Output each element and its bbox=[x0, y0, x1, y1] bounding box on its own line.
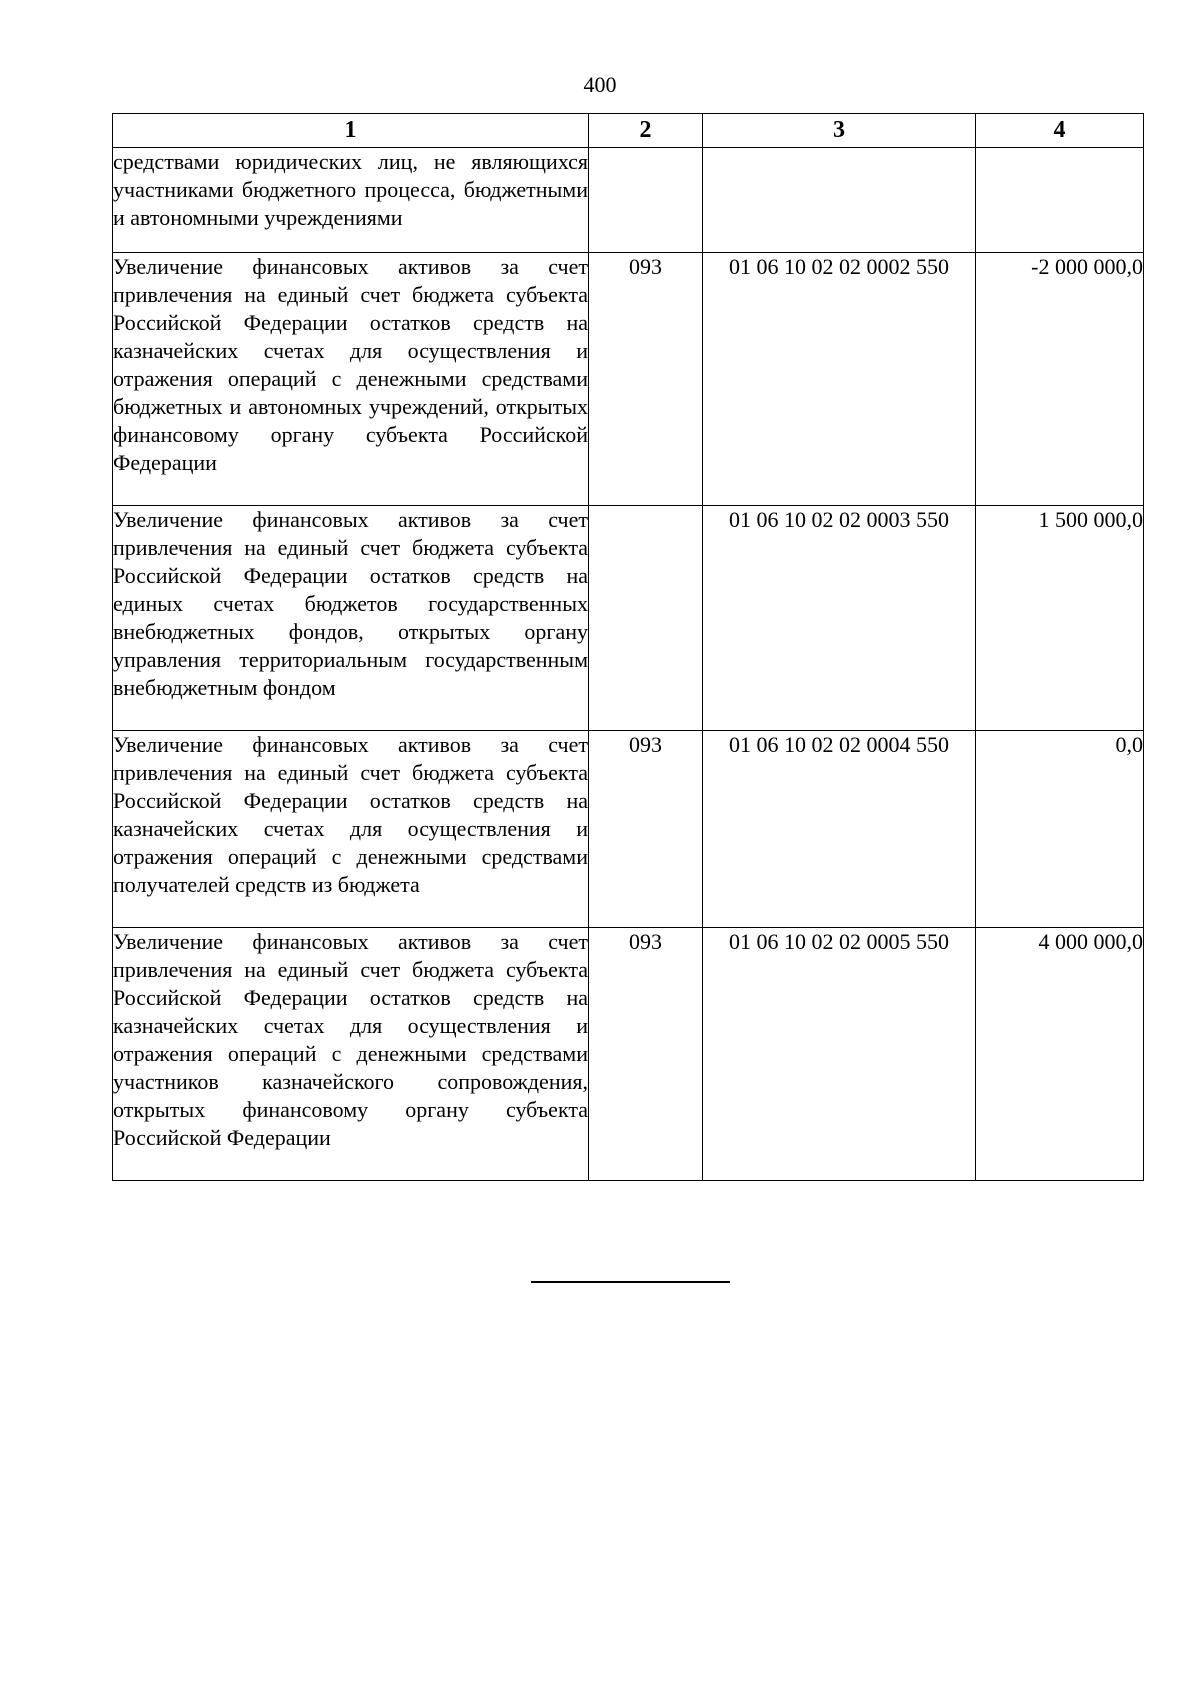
row-classification-code bbox=[703, 148, 976, 253]
row-amount bbox=[976, 148, 1144, 253]
row-admin-code: 093 bbox=[589, 253, 703, 506]
row-admin-code: 093 bbox=[589, 731, 703, 928]
page-number: 400 bbox=[583, 72, 617, 97]
row-admin-code bbox=[589, 148, 703, 253]
column-header-1: 1 bbox=[113, 114, 589, 148]
table-row bbox=[113, 731, 1144, 928]
table-row bbox=[113, 148, 1144, 253]
row-description: Увеличение финансовых активов за счет привлечения на единый счет бюджета субъекта Российской Федерации остатков средств на казначейских счетах для осуществления и отражения операций с денежными средствами бюджетных и автономных учреждений, открытых финансовому органу субъекта Российской Федерации bbox=[113, 253, 589, 506]
end-of-document-rule bbox=[531, 1281, 730, 1283]
row-classification-code: 01 06 10 02 02 0005 550 bbox=[703, 928, 976, 1181]
row-classification-code: 01 06 10 02 02 0004 550 bbox=[703, 731, 976, 928]
row-admin-code: 093 bbox=[589, 928, 703, 1181]
table-row bbox=[113, 253, 1144, 506]
table-row bbox=[113, 506, 1144, 731]
column-header-3: 3 bbox=[703, 114, 976, 148]
budget-sources-table bbox=[112, 113, 1144, 1181]
row-description: Увеличение финансовых активов за счет привлечения на единый счет бюджета субъекта Российской Федерации остатков средств на казначейских счетах для осуществления и отражения операций с денежными средствами получателей средств из бюджета bbox=[113, 731, 589, 928]
row-amount: 0,0 bbox=[976, 731, 1144, 928]
row-classification-code: 01 06 10 02 02 0003 550 bbox=[703, 506, 976, 731]
row-description: средствами юридических лиц, не являющихся участниками бюджетного процесса, бюджетными и автономными учреждениями bbox=[113, 148, 589, 253]
column-header-4: 4 bbox=[976, 114, 1144, 148]
table-row bbox=[113, 928, 1144, 1181]
row-amount: -2 000 000,0 bbox=[976, 253, 1144, 506]
row-classification-code: 01 06 10 02 02 0002 550 bbox=[703, 253, 976, 506]
row-admin-code bbox=[589, 506, 703, 731]
row-description: Увеличение финансовых активов за счет привлечения на единый счет бюджета субъекта Российской Федерации остатков средств на казначейских счетах для осуществления и отражения операций с денежными средствами участников казначейского сопровождения, открытых финансовому органу субъекта Российской Федерации bbox=[113, 928, 589, 1181]
column-header-2: 2 bbox=[589, 114, 703, 148]
row-description: Увеличение финансовых активов за счет привлечения на единый счет бюджета субъекта Российской Федерации остатков средств на единых счетах бюджетов государственных внебюджетных фондов, открытых органу управления территориальным государственным внебюджетным фондом bbox=[113, 506, 589, 731]
row-amount: 4 000 000,0 bbox=[976, 928, 1144, 1181]
row-amount: 1 500 000,0 bbox=[976, 506, 1144, 731]
table-header-row bbox=[113, 114, 1144, 148]
